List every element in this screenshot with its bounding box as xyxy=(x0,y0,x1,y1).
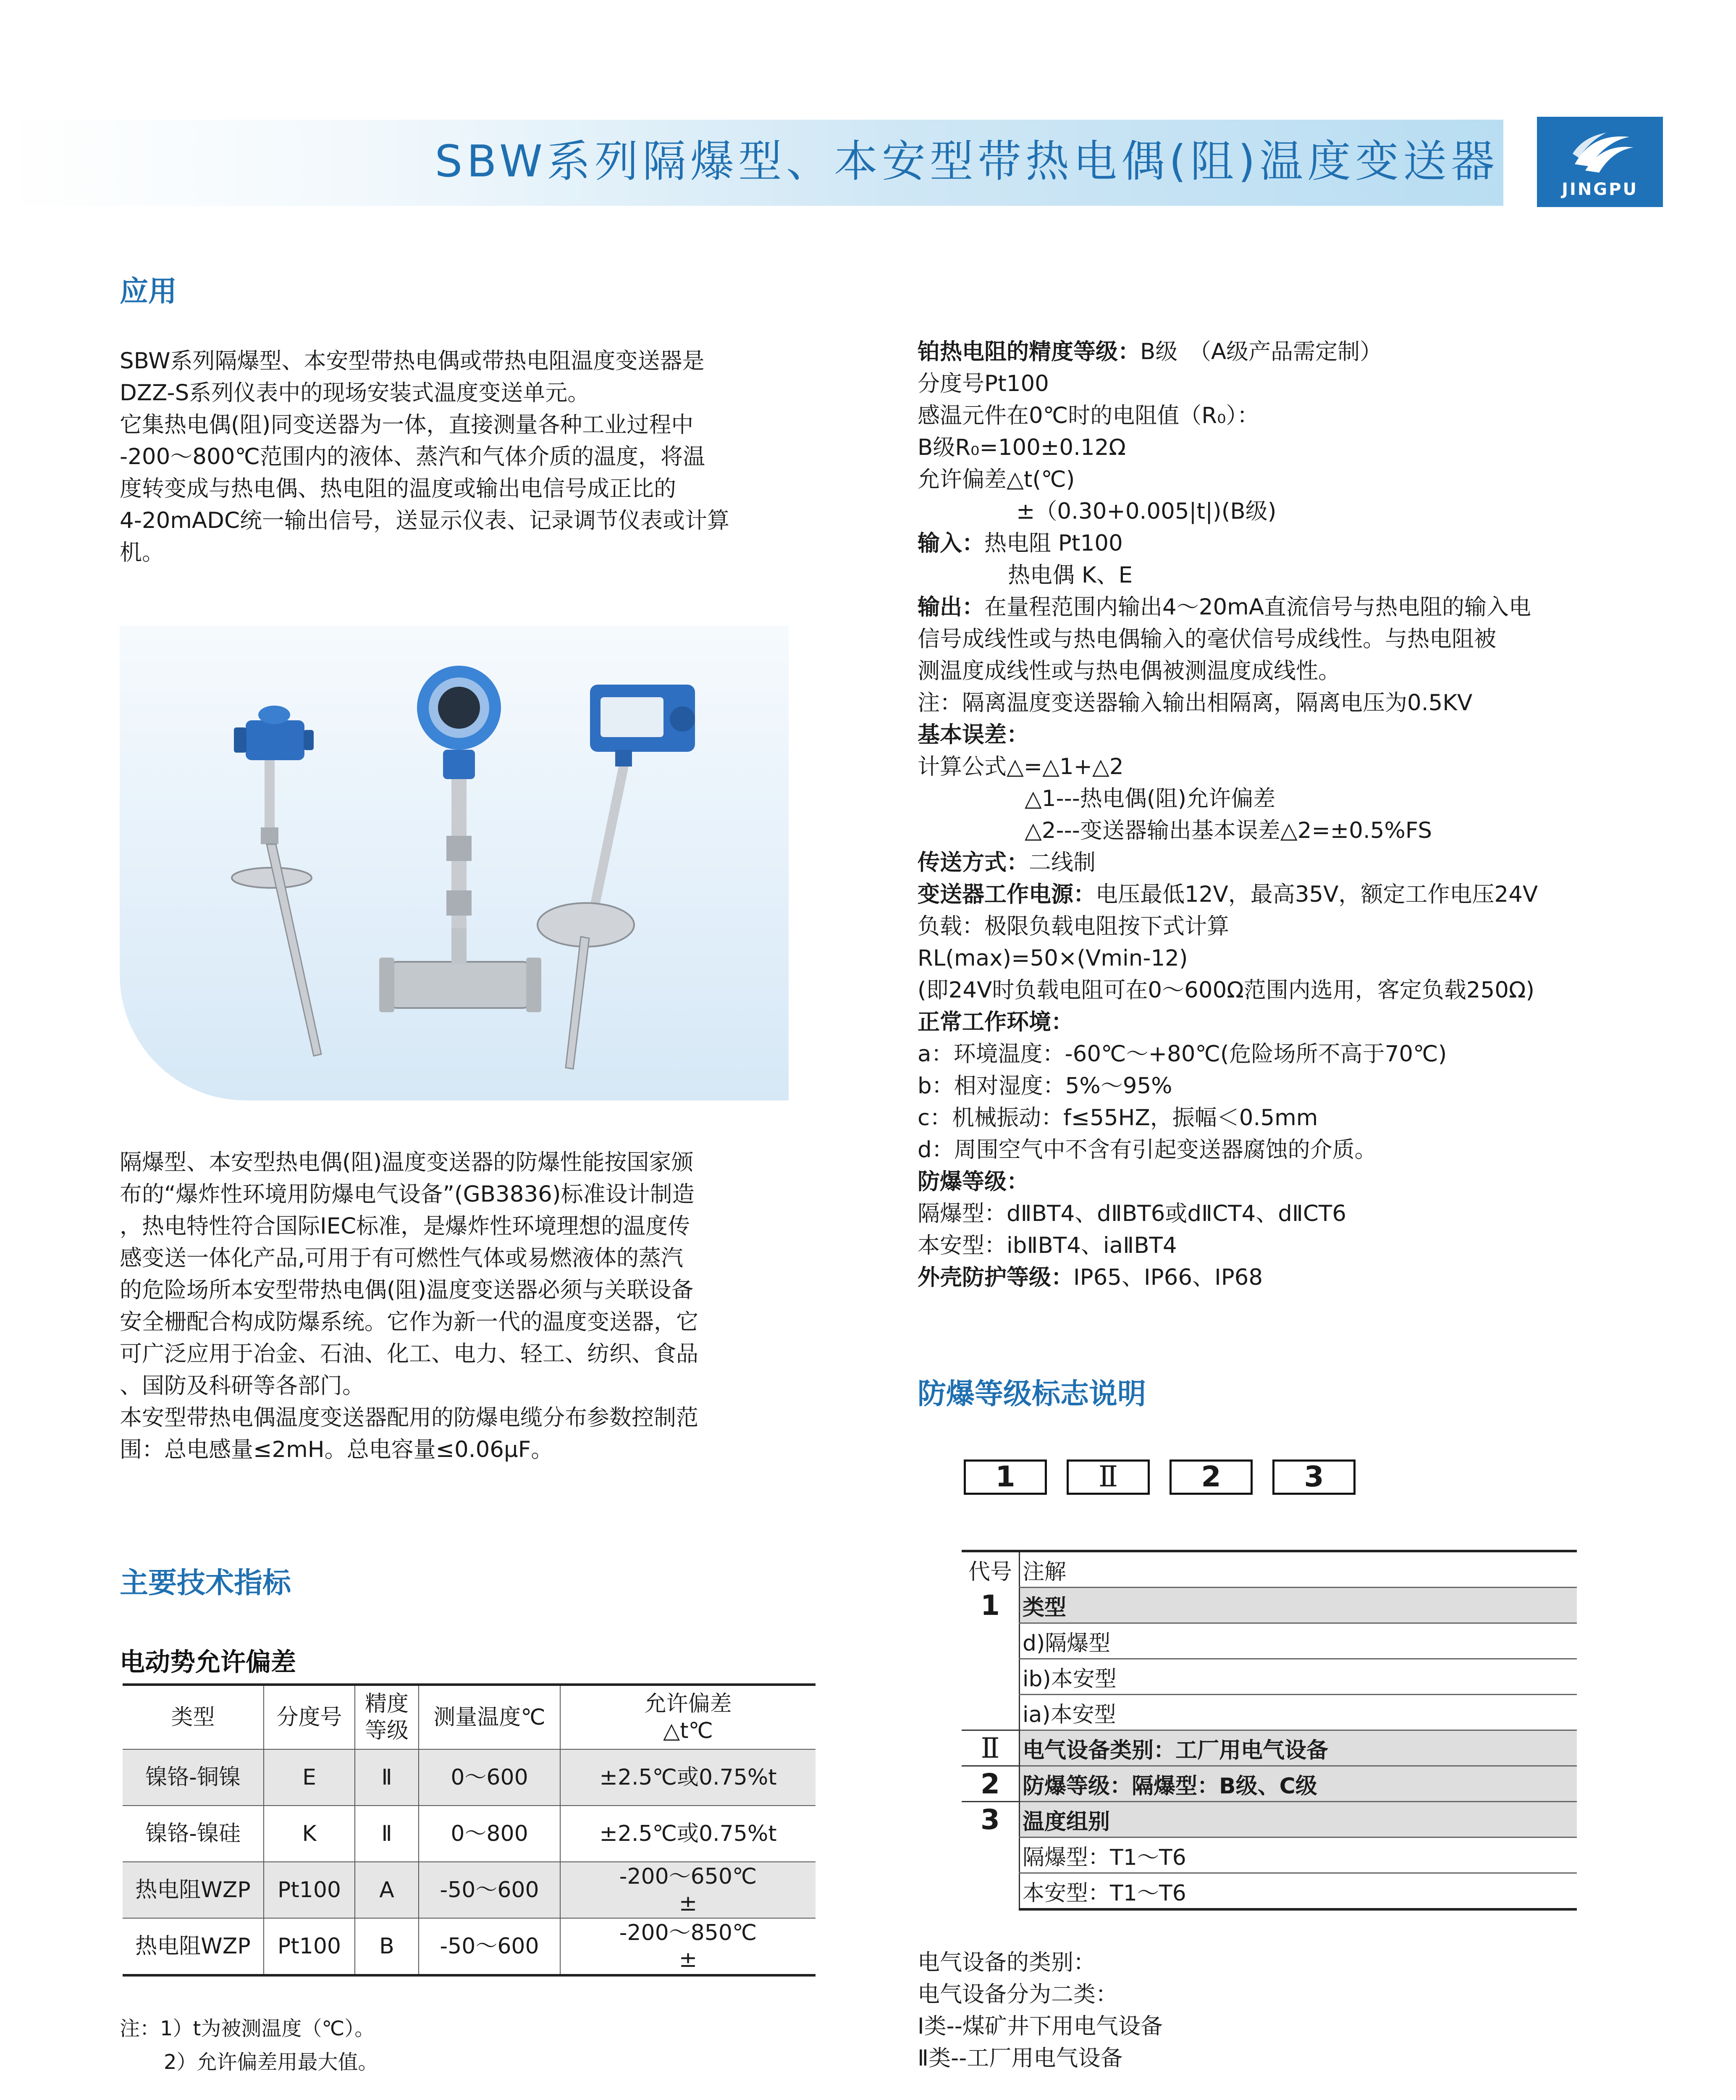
table-row xyxy=(123,1749,816,1806)
desc-cell: ia)本安型 xyxy=(1020,1695,1577,1730)
code-cell: 1 xyxy=(981,1589,1000,1622)
col-header-tolerance xyxy=(560,1685,816,1749)
cell-tolerance-line1: -200～850℃ xyxy=(619,1920,757,1945)
category-line: 电气设备分为二类： xyxy=(918,1982,1118,2007)
product-photo xyxy=(120,626,789,1100)
emf-tolerance-title: 电动势允许偏差 xyxy=(120,1648,296,1677)
desc-header: 注解 xyxy=(1020,1551,1577,1588)
code-cell xyxy=(962,1695,1020,1730)
explosion-line: 、国防及科研等各部门。 xyxy=(120,1373,365,1399)
cell-range: 0～600 xyxy=(419,1749,560,1806)
spec-transmit: 传送方式：二线制 xyxy=(918,850,1096,875)
spec-line: d：周围空气中不含有引起变送器腐蚀的介质。 xyxy=(918,1137,1377,1163)
code-cell: 2 xyxy=(962,1766,1020,1802)
desc-cell: 温度组别 xyxy=(1020,1802,1577,1838)
spec-line: 本安型：ibⅡBT4、iaⅡBT4 xyxy=(918,1233,1177,1258)
spec-exgrade-label: 防爆等级： xyxy=(918,1169,1029,1194)
spec-line: 分度号Pt100 xyxy=(918,371,1049,396)
code-row xyxy=(962,1695,1577,1730)
spec-output: 输出：在量程范围内输出4～20mA直流信号与热电阻的输入电 xyxy=(918,594,1531,620)
spec-line: △1---热电偶(阻)允许偏差 xyxy=(1025,786,1276,811)
transmitter-middle xyxy=(379,666,541,1012)
intro-line: 机。 xyxy=(120,540,164,565)
spec-line: 测温度成线性或与热电偶被测温度成线性。 xyxy=(918,658,1340,684)
code-box-3: 2 xyxy=(1170,1460,1253,1495)
spec-ip: 外壳防护等级：IP65、IP66、IP68 xyxy=(918,1265,1263,1290)
code-row xyxy=(962,1659,1577,1695)
spec-line: 隔爆型：dⅡBT4、dⅡBT6或dⅡCT4、dⅡCT6 xyxy=(918,1201,1347,1226)
category-line: 电气设备的类别： xyxy=(918,1950,1096,1975)
category-line: Ⅰ类--煤矿井下用电气设备 xyxy=(918,2013,1163,2039)
spec-line: c：机械振动：f≤55HZ，振幅＜0.5mm xyxy=(918,1105,1318,1131)
specs-title: 主要技术指标 xyxy=(120,1567,291,1600)
cell-tolerance: ±2.5℃或0.75%t xyxy=(560,1806,816,1862)
explosion-line: 感变送一体化产品,可用于有可燃性气体或易燃液体的蒸汽 xyxy=(120,1245,683,1271)
col-header-grade-line1: 精度 xyxy=(365,1691,409,1717)
code-row xyxy=(962,1802,1577,1838)
transmitter-left xyxy=(232,706,321,1056)
desc-cell: 本安型：T1～T6 xyxy=(1020,1873,1577,1910)
cell-graduation: Pt100 xyxy=(264,1918,355,1975)
spec-line: ±（0.30+0.005|t|)(B级) xyxy=(1016,499,1277,524)
intro-line: -200～800℃范围内的液体、蒸汽和气体介质的温度，将温 xyxy=(120,444,705,470)
col-header-range: 测量温度℃ xyxy=(419,1685,560,1749)
code-row xyxy=(962,1623,1577,1659)
code-table-header xyxy=(962,1551,1577,1588)
page-title: SBW系列隔爆型、本安型带热电偶(阻)温度变送器 xyxy=(435,136,1499,187)
explosion-line: ，热电特性符合国际IEC标准，是爆炸性环境理想的温度传 xyxy=(120,1213,690,1239)
cell-grade: Ⅱ xyxy=(355,1749,419,1806)
code-row xyxy=(962,1838,1577,1873)
code-box-4: 3 xyxy=(1272,1460,1356,1495)
explosion-line: 可广泛应用于冶金、石油、化工、电力、轻工、纺织、食品 xyxy=(120,1341,698,1367)
cell-type: 热电阻WZP xyxy=(123,1918,264,1975)
col-header-grade xyxy=(355,1685,419,1749)
desc-cell: 防爆等级：隔爆型：B级、C级 xyxy=(1020,1766,1577,1802)
table-note-2: 2）允许偏差用最大值。 xyxy=(164,2050,378,2074)
spec-line: RL(max)=50×(Vmin-12) xyxy=(918,945,1188,971)
table-note-1: 注：1）t为被测温度（℃）。 xyxy=(120,2017,375,2040)
cell-tolerance xyxy=(560,1918,816,1975)
jingpu-logo xyxy=(1537,117,1663,207)
intro-line: SBW系列隔爆型、本安型带热电偶或带热电阻温度变送器是 xyxy=(120,348,705,374)
intro-line: 4-20mADC统一输出信号，送显示仪表、记录调节仪表或计算 xyxy=(120,508,729,533)
code-cell: Ⅱ xyxy=(962,1730,1020,1766)
desc-cell: ib)本安型 xyxy=(1020,1659,1577,1695)
explosion-line: 的危险场所本安型带热电偶(阻)温度变送器必须与关联设备 xyxy=(120,1277,694,1303)
logo-swoosh-icon xyxy=(1566,124,1638,179)
explosion-proof-paragraph xyxy=(120,1147,698,1466)
spec-power: 变送器工作电源：电压最低12V，最高35V，额定工作电压24V xyxy=(918,882,1538,907)
application-title: 应用 xyxy=(120,275,177,308)
spec-line: B级R₀=100±0.12Ω xyxy=(918,435,1126,460)
code-row xyxy=(962,1873,1577,1910)
spec-line: 注：隔离温度变送器输入输出相隔离，隔离电压为0.5KV xyxy=(918,690,1473,716)
logo-text: JINGPU xyxy=(1562,180,1638,199)
cell-graduation: K xyxy=(264,1806,355,1862)
spec-env-label: 正常工作环境： xyxy=(918,1009,1073,1035)
spec-line: 信号成线性或与热电偶输入的毫伏信号成线性。与热电阻被 xyxy=(918,626,1496,652)
explosion-line: 安全栅配合构成防爆系统。它作为新一代的温度变送器，它 xyxy=(120,1309,698,1335)
col-header-tolerance-line2: △t℃ xyxy=(663,1718,713,1743)
desc-cell: d)隔爆型 xyxy=(1020,1623,1577,1659)
code-row xyxy=(962,1766,1577,1802)
desc-cell: 隔爆型：T1～T6 xyxy=(1020,1838,1577,1873)
spec-line: 负载：极限负载电阻按下式计算 xyxy=(918,914,1229,939)
spec-line: b：相对湿度：5%～95% xyxy=(918,1073,1172,1099)
cell-grade: B xyxy=(355,1918,419,1975)
intro-paragraph xyxy=(120,345,729,569)
code-cell xyxy=(962,1659,1020,1695)
spec-basic-error-label: 基本误差： xyxy=(918,722,1029,748)
table-row xyxy=(123,1862,816,1918)
desc-cell: 电气设备类别：工厂用电气设备 xyxy=(1020,1730,1577,1766)
spec-input: 输入：热电阻 Pt100 xyxy=(918,530,1123,556)
code-cell xyxy=(962,1623,1020,1659)
code-row xyxy=(962,1588,1577,1623)
cell-graduation: E xyxy=(264,1749,355,1806)
emf-tolerance-table xyxy=(123,1683,816,1977)
spec-line: △2---变送器输出基本误差△2=±0.5%FS xyxy=(1025,818,1432,843)
explosion-line: 本安型带热电偶温度变送器配用的防爆电缆分布参数控制范 xyxy=(120,1405,698,1431)
category-paragraph xyxy=(918,1947,1163,2074)
cell-grade: A xyxy=(355,1862,419,1918)
code-cell xyxy=(962,1873,1020,1910)
col-header-grade-line2: 等级 xyxy=(365,1718,409,1743)
cell-graduation: Pt100 xyxy=(264,1862,355,1918)
category-line: Ⅱ类--工厂用电气设备 xyxy=(918,2045,1123,2071)
spec-input-2: 热电偶 K、E xyxy=(1008,562,1133,588)
transmitter-right xyxy=(538,685,695,1069)
spec-line: a：环境温度：-60℃～+80℃(危险场所不高于70℃) xyxy=(918,1041,1447,1067)
cell-type: 镍铬-镍硅 xyxy=(123,1806,264,1862)
cell-tolerance xyxy=(560,1862,816,1918)
explosion-line: 隔爆型、本安型热电偶(阻)温度变送器的防爆性能按国家颁 xyxy=(120,1150,694,1175)
intro-line: 度转变成与热电偶、热电阻的温度或输出电信号成正比的 xyxy=(120,476,676,501)
cell-type: 镍铬-铜镍 xyxy=(123,1749,264,1806)
spec-line: 计算公式△=△1+△2 xyxy=(918,754,1124,780)
spec-line: 感温元件在0℃时的电阻值（R₀）： xyxy=(918,403,1259,428)
spec-line: (即24V时负载电阻可在0～600Ω范围内选用，客定负载250Ω) xyxy=(918,977,1535,1003)
spec-line: 允许偏差△t(℃) xyxy=(918,467,1075,492)
col-header-tolerance-line1: 允许偏差 xyxy=(644,1691,732,1717)
code-header: 代号 xyxy=(962,1551,1020,1588)
explosion-line: 布的“爆炸性环境用防爆电气设备”(GB3836)标准设计制造 xyxy=(120,1181,695,1207)
col-header-type: 类型 xyxy=(123,1685,264,1749)
cell-tolerance: ±2.5℃或0.75%t xyxy=(560,1749,816,1806)
table-row xyxy=(123,1918,816,1975)
cell-type: 热电阻WZP xyxy=(123,1862,264,1918)
spec-list xyxy=(918,336,1538,1294)
cell-tolerance-line1: -200～650℃ xyxy=(619,1864,757,1889)
intro-line: 它集热电偶(阻)同变送器为一体，直接测量各种工业过程中 xyxy=(120,412,694,438)
intro-line: DZZ-S系列仪表中的现场安装式温度变送单元。 xyxy=(120,380,590,406)
cell-tolerance-line2: ± xyxy=(679,1891,698,1916)
code-box-2: Ⅱ xyxy=(1067,1460,1150,1495)
cell-range: -50～600 xyxy=(419,1862,560,1918)
desc-cell: 类型 xyxy=(1020,1588,1577,1623)
table-row xyxy=(123,1806,816,1862)
col-header-graduation: 分度号 xyxy=(264,1685,355,1749)
code-cell: 3 xyxy=(981,1803,1000,1836)
table-header-row xyxy=(123,1685,816,1749)
cell-tolerance-line2: ± xyxy=(679,1947,698,1972)
cell-range: 0～800 xyxy=(419,1806,560,1862)
cell-grade: Ⅱ xyxy=(355,1806,419,1862)
spec-accuracy: 铂热电阻的精度等级：B级 （A级产品需定制） xyxy=(918,339,1382,365)
code-row xyxy=(962,1730,1577,1766)
cell-range: -50～600 xyxy=(419,1918,560,1975)
marking-title: 防爆等级标志说明 xyxy=(918,1378,1146,1411)
code-cell xyxy=(962,1838,1020,1873)
transmitters-illustration xyxy=(120,626,789,1100)
code-box-1: 1 xyxy=(964,1460,1047,1495)
explosion-line: 围：总电感量≤2mH。总电容量≤0.06μF。 xyxy=(120,1437,553,1462)
marking-code-table xyxy=(962,1550,1577,1911)
